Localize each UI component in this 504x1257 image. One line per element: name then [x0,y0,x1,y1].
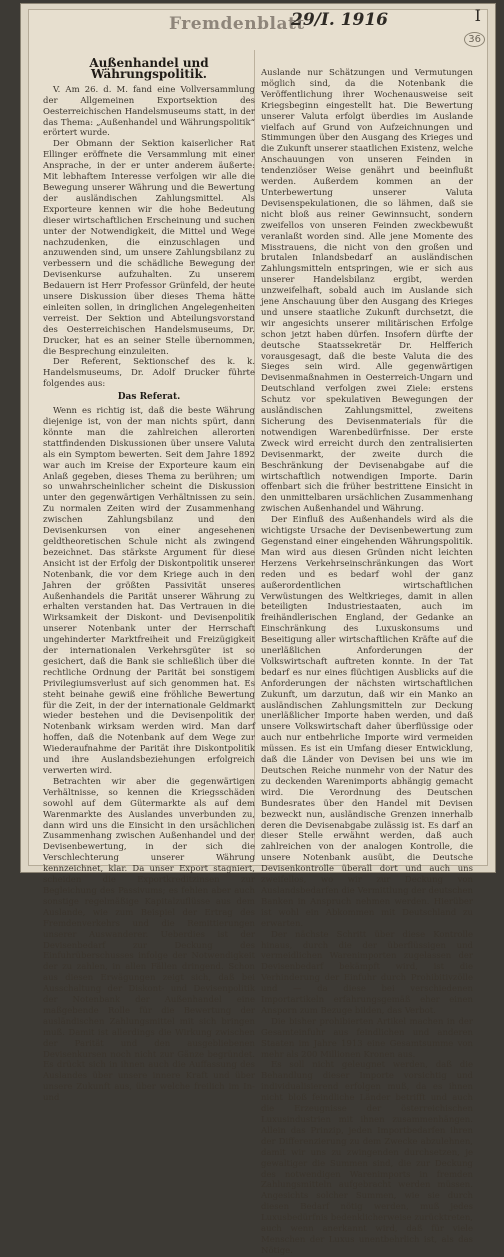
paragraph: V. Am 26. d. M. fand eine Vollversammlung der Allgemeinen Exportsektion des Oesterreichischen Handelsmuseums statt, in der das Thema: „Außenhandel und Währungspolitik“ erörtert wurde. [43,84,255,139]
article-title: Außenhandel und Währungspolitik. [89,56,209,81]
left-column [43,58,255,1104]
paragraph: Wenn es richtig ist, daß die beste Währung diejenige ist, von der man nichts spürt, dann könnte man die zahlreichen allerorten stattfindenden Diskussionen über unsere Valuta als ein Symptom bewerten. Seit dem Jahre 1892 war auch im Kreise der Exporteure kaum ein Anlaß gegeben, dieses Thema zu berühren; um so unwahrscheinlicher scheint die Diskussion unter den gegenwärtigen Verhältnissen zu sein. Zu normalen Zeiten wird der Zusammenhang zwischen Zahlungsbilanz und den Devisenkursen von einer angesehenen geldtheoretischen Schule nicht als zwingend bezeichnet. Das stärkste Argument für diese Ansicht ist der Erfolg der Diskontpolitik unserer Notenbank, die vor dem Kriege auch in den Jahren der größten Passivität unseres Außenhandels die Parität unserer Währung zu erhalten verstanden hat. Das Vertrauen in die Wirksamkeit der Diskont- und Devisenpolitik unserer Notenbank unter der Herrschaft ungehinderter Marktfreiheit und Freizügigkeit der internationalen Verkehrsgüter ist so gesichert, daß die Bank sie schließlich über die rechtliche Ordnung der Parität bei sonstigem Privilegiumsverlust auf sich genommen hat. Es steht beinahe gewiß eine fröhliche Bewertung für die Zeit, in der der internationale Geldmarkt wieder bestehen und die Devisenpolitik der Notenbank wirksam werden wird. Man darf hoffen, daß die Notenbank auf dem Wege zur Wiederaufnahme der Parität ihre Diskontpolitik und ihre Auslandsbeziehungen erfolgreich verwerten wird. [43,406,255,776]
paragraph: Der Einfluß des Außenhandels wird als die wichtigste Ursache der Devisenbewertung zum Gegenstand einer eingehenden Währungspolitik. Man wird aus diesen Gründen nicht leichten Herzens Verkehrseinschränkungen das Wort reden und es bedarf wohl der ganz außerordentlichen wirtschaftlichen Verwüstungen des Weltkrieges, damit in allen beteiligten Industriestaaten, auch im freihändlerischen England, der Gedanke an Einschränkung des Luxuskonsums und Beseitigung aller wirtschaftlichen Kräfte auf die unerläßlichen Anforderungen der Volkswirtschaft auftreten konnte. In der Tat bedarf es nur eines flüchtigen Ausblicks auf die Anforderungen der nächsten wirtschaftlichen Zukunft, um darzutun, daß wir ein Manko an ausländischen Zahlungsmitteln zur Deckung unerläßlicher Importe haben werden, und daß unsere Volkswirtschaft daher überflüssige oder auch nur entbehrliche Importe wird vermeiden müssen. Es ist ein Umfang dieser Entwicklung, daß die Länder von Devisen bei uns wie im Deutschen Reiche nunmehr von der Natur des zu deckenden Warenimports abhängig gemacht wird. Die Verordnung des Deutschen Bundesrates über den Handel mit Devisen bezweckt nun, ausländische Grenzen innerhalb deren die Devisenabgabe zulässig ist. Es darf an dieser Stelle erwähnt werden, daß auch zahlreichen von der analogen Kontrolle, die unsere Notenbank ausübt, die Deutsche Devisenkontrolle überall dort und auch uns zweifellos, wo wir zur Deckung von Auslandsbedarfen die Vermittlung der deutschen Banken in Anspruch nehmen werden. Hierüber ist wohl ein Abkommen mit Deutschland zu erwarten. [261,515,473,929]
handwritten-date: 29/I. 1916 [291,10,388,30]
paragraph: Die bisher prohibierten Artikel machen in der Gesamteinfuhr aus feindlichen und anderen Staaten im Jahre 1913 eine Gesamtsumme von mehr als 200 Millionen Kronen aus. [261,1016,473,1060]
paragraph: Der nächste Schritt über diese Kontrolle hinaus, durch die der überflüssigen und vermeidlichen Warenimporten zugelassen der Devisenbedarf bekämpft wird, ist die Verhinderung der Einfuhr durch Prohibitivzölle und — da diese bei verschiedenen Importartikeln erfahrungsgemäß eher einen Ansporn zum Bezuge bilden, das Verbot. [261,929,473,1016]
paragraph: Es soll nicht geleugnet werden, daß die Behandlung dieser Importe vorsichtig und individualisierend erfolgen muß, da es ihnen nicht bloß feindliche Länder betrifft und auch die Erzeugnisse der österreichischen Luxusindustrien mit ihnen zusammenhängen. Allein das Prinzip, jeden Importbedarfen ihren der Differenzierung zu dem Zwecke abzulehnen, damit wir uns zu zwingenden durchsetzen, je gewaltiger die Summen sind, die zur Deckung des notwendigen Warenimports in fremden Zahlungsmitteln aufgebracht werden müssen. Angesichts solcher Summen, wie sie durch diesen Bedarf nötig werden, muß jedes Luxusbedürfnis bedenklicherweise zurücktreten, auch wenn anerkannt wird, daß für viele Menschen der Luxus unentbehrlich ist, als das Nötige. [261,1060,473,1256]
section-heading: Das Referat. [117,392,181,403]
clipping-sheet [20,3,496,1256]
masthead: Fremdenblatt [169,14,305,34]
paragraph: Der Obmann der Sektion kaiserlicher Rat Ellinger eröffnete die Versammlung mit einer Ansprache, in der er unter anderem äußerte: Mit lebhaftem Interesse verfolgen wir alle die Bewegung unserer Währung und die Bewertung der ausländischen Zahlungsmittel. Als Exporteure kennen wir die hohe Bedeutung dieser wirtschaftlichen Erscheinung und suchen unter der Notwendigkeit, die Mittel und Wege nachzudenken, die einzuschlagen und anzuwenden sind, um unsere Zahlungsbilanz zu verbessern und die schädliche Bewegung der Devisenkurse aufzuhalten. Zu unserem Bedauern ist Herr Professor Grünfeld, der heute unsere Diskussion über dieses Thema hätte einleiten sollen, in dringlichen Angelegenheiten verreist. Der Sektion und Abteilungsvorstand des Oesterreichischen Handelsmuseums, Dr. Drucker, hat es an seiner Stelle übernommen, die Besprechung einzuleiten. [43,139,255,357]
right-column [261,68,473,1257]
paragraph: Betrachten wir aber die gegenwärtigen Verhältnisse, so kennen die Kriegsschäden sowohl auf dem Gütermarkte als auf dem Warenmarkte des Auslandes unverbunden zu, dann wird uns die Einsicht in den ursächlichen Zusammenhang zwischen Außenhandel und der Devisenbewertung, in der sich die Verschlechterung unserer Währung kennzeichnet, klar. Da unser Export stagniert, scheiden die Exportkreditzinsen zur Begleichung des Passivums; es fehlen aber auch sonstige regelmäßige Kapitalzuflüsse aus dem Auslande, wie zum Beispiel der Ertrag des Fremdenverkehrs und die Remittierungen unserer Auswanderer. Ueberdies ist der Devisenbedarf zur Deckung des Einfuhrüberschusses infolge der Notwendigkeit der zu zahlen, in allen Fällen dringend. Schon aus diesen Erwägungen zeigt sich, daß bei Ausschaltung der Diskont- und Devisenpolitik der Notenbank der Außenhandel eine maßgebende Rolle für die Bewertung der ausländischen Zahlungsmittel mit sich bringen muß. Damit ist allerdings die Wirkung zwischen der Parität und den ausgebliebenen Devisenkursen noch nicht zur Gänze begründet. Es drückt sich in ihnen auch die Auffassung des Auslandes über unsere innere Kraft und über unsere Zukunft aus, über welche freilich im In- und [43,776,255,1104]
paragraph: Auslande nur Schätzungen und Vermutungen möglich sind, da die Notenbank die Veröffentlichung ihrer Wochenausweise seit Kriegsbeginn eingestellt hat. Die Bewertung unserer Valuta erfolgt überdies im Auslande vielfach auf Grund von Aufzeichnungen und Stimmungen über den Ausgang des Krieges und die Zukunft unserer staatlichen Existenz, welche Anschauungen von unseren Feinden in tendenziöser Weise genährt und beeinflußt werden. Außerdem kommen an der Unterbewertung unserer Valuta Devisenspekulationen, die so lähmen, daß sie nicht bloß aus reiner Gewinnsucht, sondern zweifellos von unseren Feinden zweckbewußt veranlaßt worden sind. Alle jene Momente des Misstrauens, die nicht von den großen und brutalen Inlandsbedarf an ausländischen Zahlungsmitteln entspringen, wie er sich aus unserer Handelsbilanz ergibt, werden unzweifelhaft, sobald auch im Auslande sich jene Anschauung über den Ausgang des Krieges und unsere staatliche Zukunft durchsetzt, die wir angesichts unserer militärischen Erfolge schon jetzt haben dürfen. Insofern dürfte der deutsche Staatssekretär Dr. Helfferich vorausgesagt, daß die beste Valuta die des Sieges sein wird. Alle gegenwärtigen Devisenmaßnahmen in Oesterreich-Ungarn und Deutschland verfolgen zwei Ziele: erstens Schutz vor spekulativen Bewegungen der ausländischen Zahlungsmittel, zweitens Sicherung des Devisenmaterials für die notwendigen Warenbedürfnisse. Der erste Zweck wird erreicht durch den zentralisierten Devisenmarkt, der zweite durch die Beschränkung der Devisenabgabe auf die wirtschaftlich notwendigen Importe. Darin offenbart sich die früher bestrittene Einsicht in den unmittelbaren ursächlichen Zusammenhang zwischen Außenhandel und Währung. [261,68,473,515]
handwritten-mark: I [474,6,481,25]
page-number-stamp: 36 [464,32,485,47]
newspaper-clipping [28,6,488,1256]
paragraph: Der Referent, Sektionschef des k. k. Handelsmuseums, Dr. Adolf Drucker führte folgendes aus: [43,357,255,390]
